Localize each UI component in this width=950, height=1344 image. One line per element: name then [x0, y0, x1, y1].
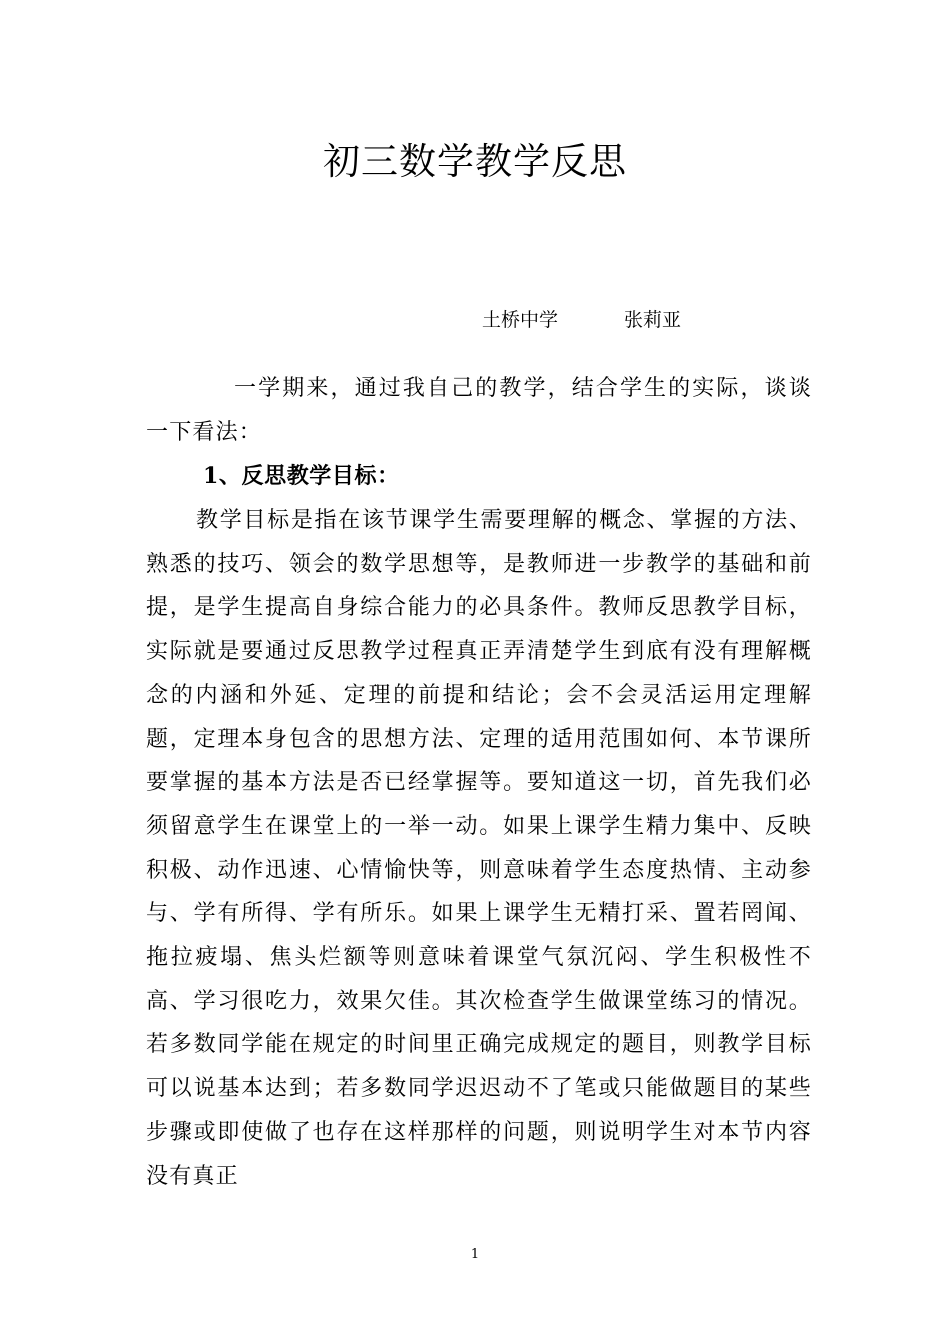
- school-name: 土桥中学: [482, 309, 559, 331]
- page-number: 1: [470, 1247, 480, 1262]
- section-heading: 1、反思教学目标：: [203, 463, 400, 489]
- document-title: 初三数学教学反思: [323, 140, 627, 183]
- intro-paragraph: 一学期来，通过我自己的教学，结合学生的实际，谈谈一下看法：: [146, 376, 812, 445]
- byline: [482, 306, 681, 334]
- author-name: 张莉亚: [624, 309, 682, 331]
- body-paragraph: 教学目标是指在该节课学生需要理解的概念、掌握的方法、熟悉的技巧、领会的数学思想等，是教师进一步教学的基础和前提，是学生提高自身综合能力的必具条件。教师反思教学目标，实际就是要通过反思教学过程真正弄清楚学生到底有没有理解概念的内涵和外延、定理的前提和结论；会不会灵活运用定理解题，定理本身包含的思想方法、定理的适用范围如何、本节课所要掌握的基本方法是否已经掌握等。要知道这一切，首先我们必须留意学生在课堂上的一举一动。如果上课学生精力集中、反映积极、动作迅速、心情愉快等，则意味着学生态度热情、主动参与、学有所得、学有所乐。如果上课学生无精打采、置若罔闻、拖拉疲塌、焦头烂额等则意味着课堂气氛沉闷、学生积极性不高、学习很吃力，效果欠佳。其次检查学生做课堂练习的情况。若多数同学能在规定的时间里正确完成规定的题目，则教学目标可以说基本达到；若多数同学迟迟动不了笔或只能做题目的某些步骤或即使做了也存在这样那样的问题，则说明学生对本节内容没有真正: [146, 508, 812, 1189]
